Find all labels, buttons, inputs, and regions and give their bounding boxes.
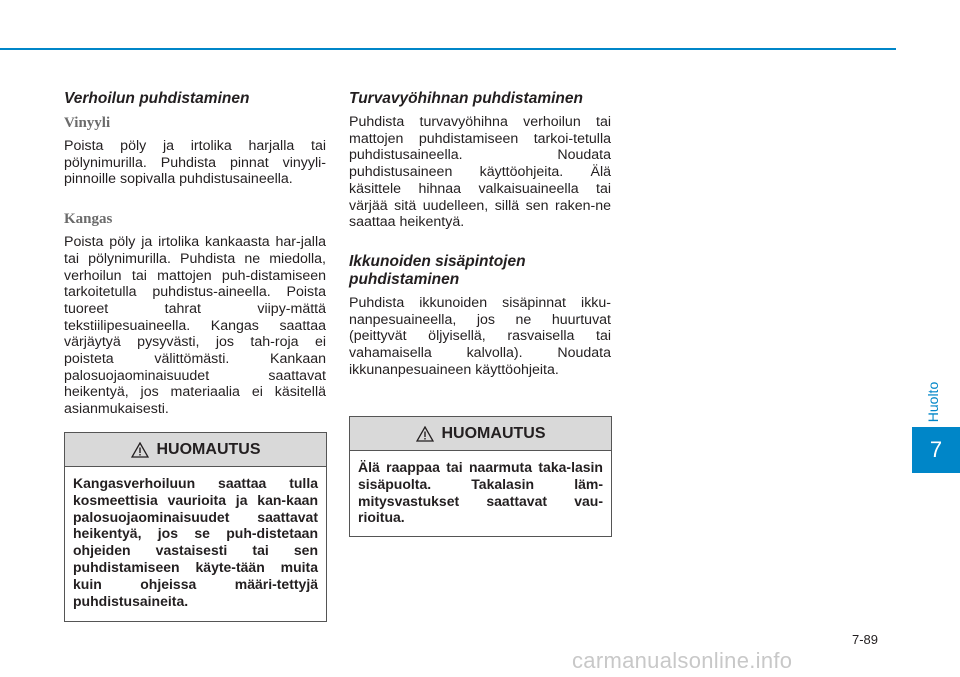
section-title-windows-line2: puhdistaminen <box>349 270 460 288</box>
paragraph-windows: Puhdista ikkunoiden sisäpinnat ikku-nanpesuaineella, jos ne huurtuvat (peittyvät öljyisellä, rasvaisella tai vahamaisella kalvolla). Noudata ikkunanpesuaineen käyttöohjeita. <box>349 294 611 378</box>
section-side-label-text: Huolto <box>925 381 941 423</box>
paragraph-vinyl: Poista pöly ja irtolika harjalla tai pölynimurilla. Puhdista pinnat vinyyli-pinnoille sopivalla puhdistusaineella. <box>64 138 326 188</box>
paragraph-seatbelt: Puhdista turvavyöhihna verhoilun tai mattojen puhdistamiseen tarkoi-tetulla puhdistusaineella. Noudata puhdistusaineen käyttöohjeita. Älä käsittele hihnaa valkaisuaineella tai värjää sitä uudelleen, sillä sen raken-ne saattaa heikentyä. <box>349 114 611 231</box>
section-title-windows <box>349 253 611 289</box>
header-rule <box>0 48 896 50</box>
section-title-upholstery: Verhoilun puhdistaminen <box>64 90 250 107</box>
paragraph-fabric: Poista pöly ja irtolika kankaasta har-jalla tai pölynimurilla. Puhdista ne miedolla, verhoilun tai mattojen puh-distamiseen tarkoitetulla puhdistus-aineella. Poista tuoreet tahrat viipy-mättä tekstiilipesuaineella. Kangas saattaa värjäytyä pysyvästi, jos tah-roja ei poisteta välittömästi. Kankaan palosuojaominaisuudet saattavat heikentyä, jos materiaalia ei käsitellä asianmukaisesti. <box>64 234 326 418</box>
watermark: carmanualsonline.info <box>572 648 793 673</box>
notice-body: Älä raappaa tai naarmuta taka-lasin sisäpuolta. Takalasin läm-mitysvastukset saattavat vau-rioitua. <box>358 459 603 526</box>
section-title-windows-line1: Ikkunoiden sisäpintojen <box>349 252 526 270</box>
notice-body: Kangasverhoiluun saattaa tulla kosmeettisia vaurioita ja kan-kaan palosuojaominaisuudet saattavat heikentyä, jos se puh-distetaan ohjeiden vastaisesti tai sen puhdistamiseen käyte-tään muita kuin ohjeissa määri-tettyjä puhdistusaineita. <box>73 475 318 609</box>
notice-box-fabric <box>64 432 327 622</box>
right-column <box>349 90 611 378</box>
chapter-tab <box>912 427 960 473</box>
subheading-vinyl: Vinyyli <box>64 115 111 131</box>
section-title-seatbelt: Turvavyöhihnan puhdistaminen <box>349 90 583 107</box>
page-number: 7-89 <box>852 632 879 647</box>
notice-header-label: HUOMAUTUS <box>441 424 546 442</box>
warning-triangle-icon <box>131 442 149 458</box>
notice-header-label: HUOMAUTUS <box>156 440 261 458</box>
notice-box-rear-window <box>349 416 612 537</box>
chapter-number: 7 <box>929 437 943 462</box>
warning-triangle-icon <box>416 426 434 442</box>
notice-header <box>65 433 326 467</box>
notice-header <box>350 417 611 451</box>
section-side-label <box>918 380 948 424</box>
subheading-fabric: Kangas <box>64 211 113 228</box>
left-column <box>64 90 326 418</box>
